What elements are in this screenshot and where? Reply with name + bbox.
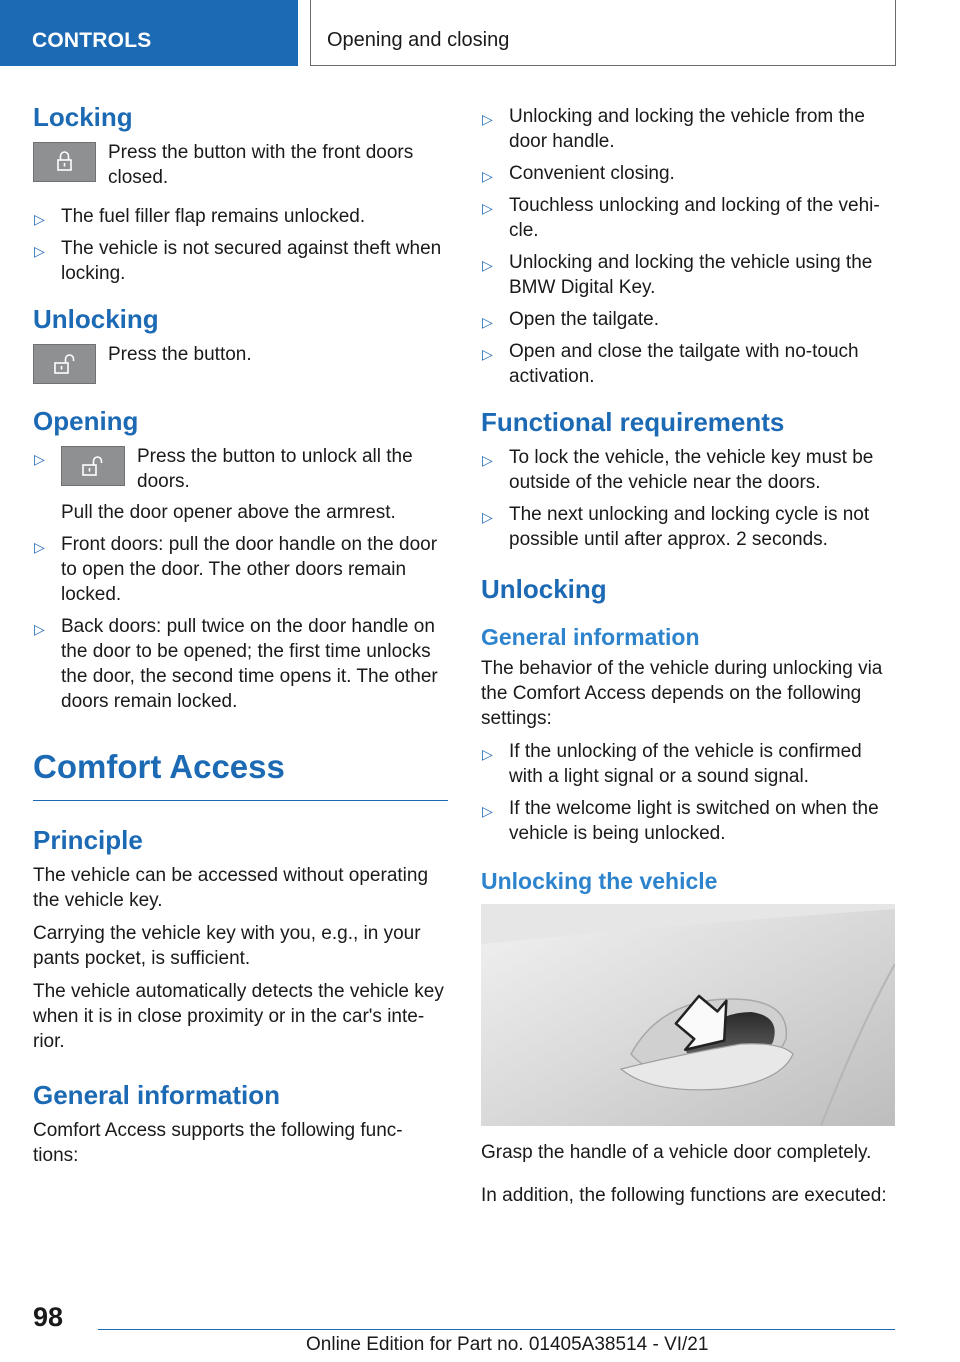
- unlocking-general-paragraph: The behavior of the vehicle during unlocking via the Comfort Access depends on the following settings:: [481, 658, 883, 729]
- header-chapter-title: Opening and closing: [310, 0, 896, 66]
- list-item: ▷ Convenient closing.: [481, 161, 896, 186]
- list-item: ▷ Unlocking and locking the vehicle using the BMW Digital Key.: [482, 252, 873, 298]
- bullet-triangle-icon: ▷: [34, 539, 45, 555]
- bullet-triangle-icon: ▷: [34, 621, 45, 637]
- bullet-triangle-icon: ▷: [482, 257, 493, 273]
- list-item: ▷ Open the tailgate.: [481, 307, 896, 332]
- principle-paragraph: The vehicle automatically detects the vehicle key when it is in close proximity or in the car's inte-rior.: [33, 981, 444, 1052]
- bullet-triangle-icon: ▷: [482, 509, 493, 525]
- general-info-paragraph: Comfort Access supports the following func-tions:: [33, 1120, 403, 1166]
- unlocking-heading: Unlocking: [33, 304, 159, 334]
- door-handle-illustration: [481, 904, 895, 1126]
- bullet-triangle-icon: ▷: [482, 314, 493, 330]
- footer-divider: [98, 1329, 895, 1330]
- header-section-label: CONTROLS: [0, 0, 298, 66]
- comfort-access-title: Comfort Access: [33, 746, 448, 801]
- locking-heading: Locking: [33, 102, 133, 132]
- list-item: ▷ Unlocking and locking the vehicle from the door handle.: [482, 106, 865, 152]
- bullet-triangle-icon: ▷: [34, 243, 45, 259]
- unlocking-button-text: Press the button.: [108, 344, 252, 365]
- principle-paragraph: Carrying the vehicle key with you, e.g., in your pants pocket, is sufficient.: [33, 923, 421, 969]
- list-item: ▷ Back doors: pull twice on the door handle on the door to be opened; the first time unlocks the door, the second time opens it. The other doors remain locked.: [34, 616, 438, 712]
- grasp-paragraph: Grasp the handle of a vehicle door completely.: [481, 1142, 872, 1163]
- list-item: ▷ The next unlocking and locking cycle is not possible until after approx. 2 seconds.: [482, 504, 870, 550]
- bullet-triangle-icon: ▷: [482, 746, 493, 762]
- principle-paragraph: The vehicle can be accessed without operating the vehicle key.: [33, 865, 429, 911]
- bullet-triangle-icon: ▷: [482, 346, 493, 362]
- list-item: [33, 444, 448, 525]
- list-item: ▷ Front doors: pull the door handle on the door to open the door. The other doors remain locked.: [34, 534, 438, 605]
- edition-text: Online Edition for Part no. 01405A38514 - VI/21: [306, 1334, 709, 1355]
- list-item: ▷ To lock the vehicle, the vehicle key must be outside of the vehicle near the doors.: [482, 447, 874, 493]
- general-info-subheading: General information: [481, 624, 700, 650]
- locking-button-text: Press the button with the front doors closed.: [108, 142, 414, 188]
- locking-button-row: [33, 140, 448, 190]
- functional-requirements-heading: Functional requirements: [481, 407, 785, 437]
- general-info-heading: General information: [33, 1080, 281, 1110]
- requirements-list: [481, 445, 896, 552]
- bullet-triangle-icon: ▷: [34, 451, 45, 467]
- list-item: ▷ If the welcome light is switched on when the vehicle is being unlocked.: [482, 798, 879, 844]
- bullet-triangle-icon: ▷: [482, 803, 493, 819]
- left-column: [33, 100, 448, 1176]
- list-item: ▷ The vehicle is not secured against theft when locking.: [34, 238, 442, 284]
- list-item: ▷ If the unlocking of the vehicle is confirmed with a light signal or a sound signal.: [482, 741, 862, 787]
- right-column: [481, 104, 896, 1216]
- bullet-triangle-icon: ▷: [482, 111, 493, 127]
- list-item: ▷ Touchless unlocking and locking of the vehi-cle.: [482, 195, 880, 241]
- list-item: ▷ The fuel filler flap remains unlocked.: [33, 204, 448, 229]
- opening-button-text: Press the button to unlock all the doors.: [137, 446, 413, 492]
- bullet-triangle-icon: ▷: [482, 452, 493, 468]
- page-number: 98: [33, 1302, 64, 1332]
- unlock-icon: [61, 446, 125, 486]
- principle-heading: Principle: [33, 825, 143, 855]
- lock-icon: [33, 142, 96, 182]
- addition-paragraph: In addition, the following functions are executed:: [481, 1185, 887, 1206]
- opening-heading: Opening: [33, 406, 139, 436]
- unlocking-vehicle-subheading: Unlocking the vehicle: [481, 868, 718, 894]
- unlocking-section-heading: Unlocking: [481, 574, 607, 604]
- opening-followup: Pull the door opener above the armrest.: [61, 502, 396, 523]
- opening-bullets: [33, 444, 448, 714]
- bullet-triangle-icon: ▷: [482, 200, 493, 216]
- unlock-icon: [33, 344, 96, 384]
- list-item: ▷ Open and close the tailgate with no-touch activation.: [482, 341, 859, 387]
- bullet-triangle-icon: ▷: [34, 211, 45, 227]
- locking-bullets: [33, 204, 448, 286]
- bullet-triangle-icon: ▷: [482, 168, 493, 184]
- unlocking-button-row: [33, 342, 448, 384]
- unlocking-settings-list: [481, 739, 896, 846]
- comfort-functions-list: [481, 104, 896, 389]
